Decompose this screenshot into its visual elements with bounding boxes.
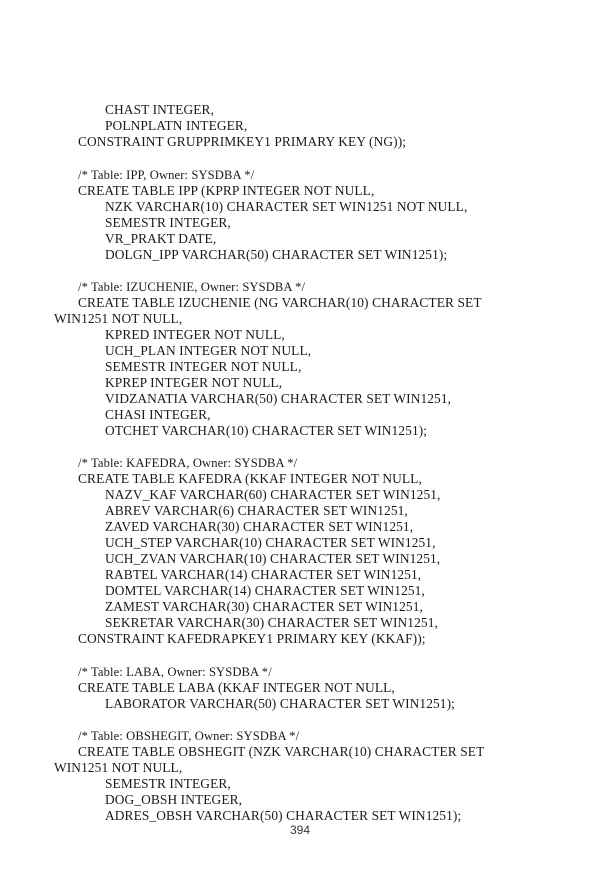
sql-column: KPRED INTEGER NOT NULL, — [105, 327, 285, 342]
sql-comment: /* Table: OBSHEGIT, Owner: SYSDBA */ — [78, 729, 300, 743]
sql-column: UCH_ZVAN VARCHAR(10) CHARACTER SET WIN1251, — [105, 551, 441, 566]
sql-column: ADRES_OBSH VARCHAR(50) CHARACTER SET WIN1251); — [105, 808, 462, 823]
sql-create-table: CREATE TABLE IPP (KPRP INTEGER NOT NULL, — [78, 183, 375, 198]
sql-column: LABORATOR VARCHAR(50) CHARACTER SET WIN1251); — [105, 696, 455, 711]
sql-comment: /* Table: IPP, Owner: SYSDBA */ — [78, 168, 255, 182]
sql-constraint-line: CONSTRAINT GRUPPRIMKEY1 PRIMARY KEY (NG)); — [78, 134, 407, 149]
sql-column: ABREV VARCHAR(6) CHARACTER SET WIN1251, — [105, 503, 408, 518]
sql-line: POLNPLATN INTEGER, — [105, 118, 248, 133]
sql-line: CHAST INTEGER, — [105, 102, 215, 117]
sql-column: VR_PRAKT DATE, — [105, 231, 217, 246]
sql-column: NZK VARCHAR(10) CHARACTER SET WIN1251 NOT NULL, — [105, 199, 468, 214]
sql-column: KPREP INTEGER NOT NULL, — [105, 375, 283, 390]
sql-create-table: CREATE TABLE LABA (KKAF INTEGER NOT NULL, — [78, 680, 395, 695]
sql-continuation: WIN1251 NOT NULL, — [54, 760, 183, 775]
sql-column: SEMESTR INTEGER, — [105, 215, 231, 230]
sql-column: UCH_STEP VARCHAR(10) CHARACTER SET WIN1251, — [105, 535, 436, 550]
sql-column: SEKRETAR VARCHAR(30) CHARACTER SET WIN1251, — [105, 615, 438, 630]
sql-comment: /* Table: LABA, Owner: SYSDBA */ — [78, 665, 272, 679]
sql-column: DOMTEL VARCHAR(14) CHARACTER SET WIN1251, — [105, 583, 425, 598]
sql-create-table: CREATE TABLE IZUCHENIE (NG VARCHAR(10) CHARACTER SET — [78, 295, 482, 310]
sql-constraint-line: CONSTRAINT KAFEDRAPKEY1 PRIMARY KEY (KKAF)); — [78, 631, 426, 646]
sql-continuation: WIN1251 NOT NULL, — [54, 311, 183, 326]
sql-column: ZAMEST VARCHAR(30) CHARACTER SET WIN1251, — [105, 599, 423, 614]
sql-column: DOG_OBSH INTEGER, — [105, 792, 243, 807]
sql-column: ZAVED VARCHAR(30) CHARACTER SET WIN1251, — [105, 519, 414, 534]
sql-column: RABTEL VARCHAR(14) CHARACTER SET WIN1251, — [105, 567, 422, 582]
sql-create-table: CREATE TABLE KAFEDRA (KKAF INTEGER NOT NULL, — [78, 471, 422, 486]
sql-column: CHASI INTEGER, — [105, 407, 211, 422]
sql-column: UCH_PLAN INTEGER NOT NULL, — [105, 343, 312, 358]
sql-column: NAZV_KAF VARCHAR(60) CHARACTER SET WIN1251, — [105, 487, 441, 502]
sql-create-table: CREATE TABLE OBSHEGIT (NZK VARCHAR(10) CHARACTER SET — [78, 744, 485, 759]
sql-column: VIDZANATIA VARCHAR(50) CHARACTER SET WIN1251, — [105, 391, 452, 406]
sql-comment: /* Table: IZUCHENIE, Owner: SYSDBA */ — [78, 280, 306, 294]
sql-column: DOLGN_IPP VARCHAR(50) CHARACTER SET WIN1251); — [105, 247, 448, 262]
sql-column: SEMESTR INTEGER, — [105, 776, 231, 791]
page-number: 394 — [289, 823, 311, 837]
sql-column: OTCHET VARCHAR(10) CHARACTER SET WIN1251); — [105, 423, 428, 438]
sql-column: SEMESTR INTEGER NOT NULL, — [105, 359, 302, 374]
sql-comment: /* Table: KAFEDRA, Owner: SYSDBA */ — [78, 456, 298, 470]
